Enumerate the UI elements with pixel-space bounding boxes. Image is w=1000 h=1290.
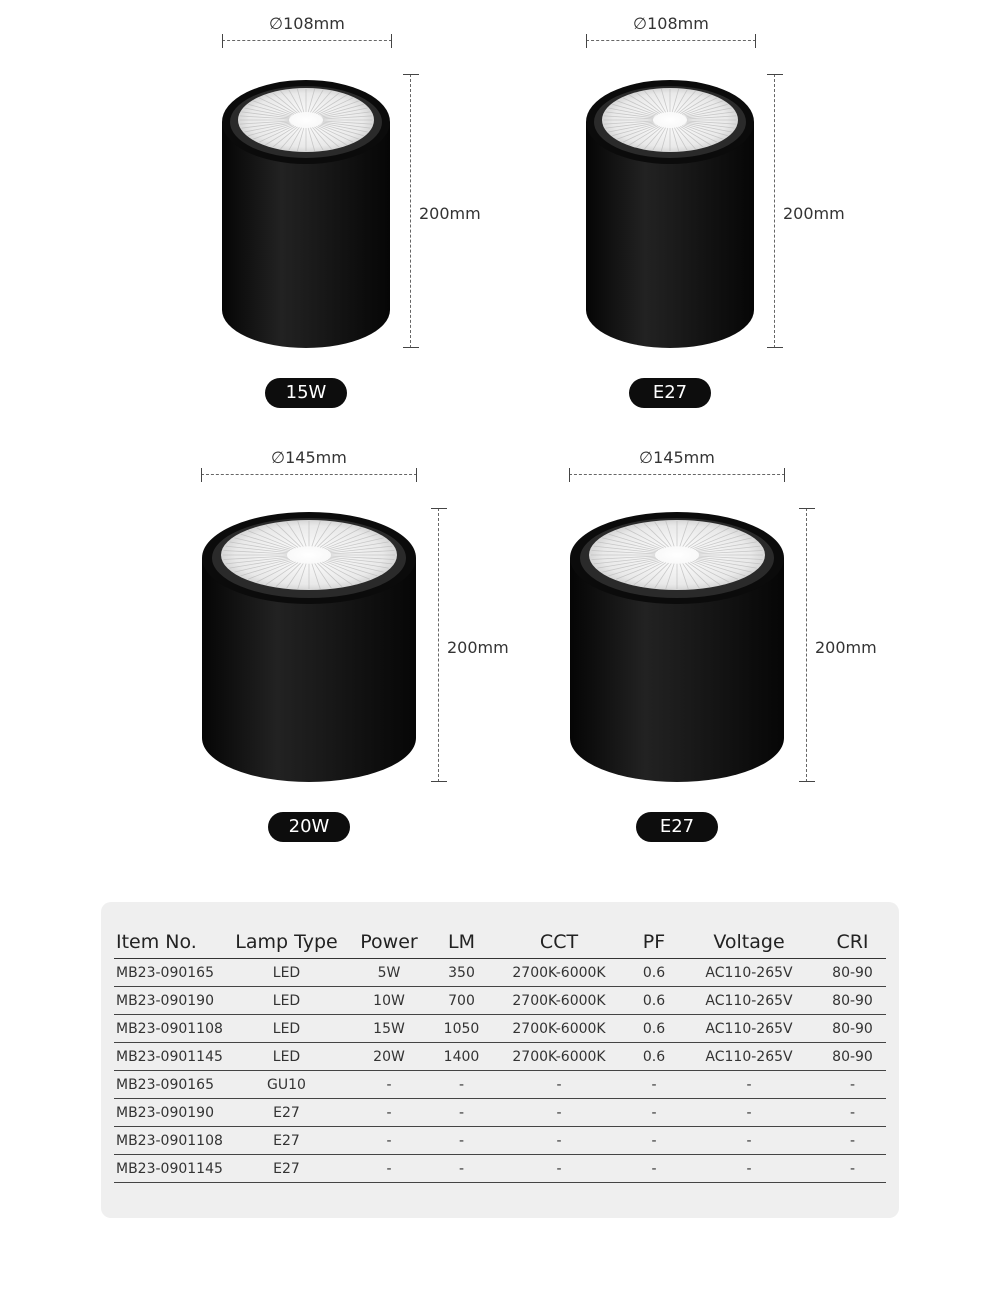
cell-item-no: MB23-090190 bbox=[114, 987, 229, 1015]
cell-pf: 0.6 bbox=[629, 959, 679, 987]
height-label: 200mm bbox=[447, 638, 509, 657]
diameter-label: ∅108mm bbox=[269, 14, 345, 33]
cell-item-no: MB23-090190 bbox=[114, 1099, 229, 1127]
cell-cri: 80-90 bbox=[819, 1043, 886, 1071]
cell-voltage: AC110-265V bbox=[679, 959, 819, 987]
cell-lm: - bbox=[434, 1099, 489, 1127]
height-dimension bbox=[797, 508, 877, 782]
cell-lm: - bbox=[434, 1127, 489, 1155]
cell-item-no: MB23-090165 bbox=[114, 1071, 229, 1099]
cell-lamp-type: LED bbox=[229, 1043, 344, 1071]
cell-cct: 2700K-6000K bbox=[489, 1043, 629, 1071]
table-row bbox=[114, 1099, 886, 1127]
cell-power: - bbox=[344, 1155, 434, 1183]
cell-pf: - bbox=[629, 1127, 679, 1155]
header-pf: PF bbox=[629, 926, 679, 959]
diameter-dimension bbox=[222, 14, 392, 46]
cell-lamp-type: GU10 bbox=[229, 1071, 344, 1099]
cell-pf: 0.6 bbox=[629, 987, 679, 1015]
cell-cct: - bbox=[489, 1155, 629, 1183]
diameter-label: ∅145mm bbox=[639, 448, 715, 467]
cell-voltage: - bbox=[679, 1099, 819, 1127]
diameter-dimension bbox=[201, 448, 417, 480]
cell-cct: - bbox=[489, 1099, 629, 1127]
header-voltage: Voltage bbox=[679, 926, 819, 959]
table-row bbox=[114, 987, 886, 1015]
cell-power: - bbox=[344, 1127, 434, 1155]
product-label-badge: E27 bbox=[629, 378, 711, 408]
cell-cct: 2700K-6000K bbox=[489, 1015, 629, 1043]
cell-cct: - bbox=[489, 1127, 629, 1155]
downlight-image bbox=[218, 72, 394, 354]
cell-item-no: MB23-0901108 bbox=[114, 1015, 229, 1043]
height-dimension bbox=[429, 508, 509, 782]
cell-lamp-type: E27 bbox=[229, 1155, 344, 1183]
cell-power: - bbox=[344, 1071, 434, 1099]
cell-lamp-type: E27 bbox=[229, 1099, 344, 1127]
cell-voltage: - bbox=[679, 1127, 819, 1155]
cell-cri: 80-90 bbox=[819, 1015, 886, 1043]
downlight-image bbox=[198, 506, 420, 788]
table-row bbox=[114, 1155, 886, 1183]
cell-voltage: - bbox=[679, 1155, 819, 1183]
cell-power: - bbox=[344, 1099, 434, 1127]
cell-item-no: MB23-0901145 bbox=[114, 1043, 229, 1071]
header-item-no: Item No. bbox=[114, 926, 229, 959]
table-row bbox=[114, 1015, 886, 1043]
cell-power: 10W bbox=[344, 987, 434, 1015]
cell-item-no: MB23-090165 bbox=[114, 959, 229, 987]
cell-voltage: AC110-265V bbox=[679, 987, 819, 1015]
product-label-badge: 20W bbox=[268, 812, 350, 842]
cell-lm: 350 bbox=[434, 959, 489, 987]
height-dimension bbox=[401, 74, 481, 348]
header-lamp-type: Lamp Type bbox=[229, 926, 344, 959]
cell-lm: 1400 bbox=[434, 1043, 489, 1071]
header-lm: LM bbox=[434, 926, 489, 959]
product-label-badge: E27 bbox=[636, 812, 718, 842]
cell-lamp-type: LED bbox=[229, 1015, 344, 1043]
cell-cri: 80-90 bbox=[819, 987, 886, 1015]
cell-pf: - bbox=[629, 1099, 679, 1127]
table-row bbox=[114, 1127, 886, 1155]
downlight-image bbox=[582, 72, 758, 354]
cell-cri: 80-90 bbox=[819, 959, 886, 987]
header-cct: CCT bbox=[489, 926, 629, 959]
header-power: Power bbox=[344, 926, 434, 959]
cell-voltage: AC110-265V bbox=[679, 1043, 819, 1071]
spec-table bbox=[114, 926, 886, 1183]
diameter-dimension bbox=[569, 448, 785, 480]
diameter-dimension bbox=[586, 14, 756, 46]
cell-cri: - bbox=[819, 1155, 886, 1183]
product-label-badge: 15W bbox=[265, 378, 347, 408]
cell-cct: - bbox=[489, 1071, 629, 1099]
cell-lm: - bbox=[434, 1071, 489, 1099]
table-row bbox=[114, 1071, 886, 1099]
diameter-label: ∅145mm bbox=[271, 448, 347, 467]
cell-pf: - bbox=[629, 1155, 679, 1183]
cell-lamp-type: LED bbox=[229, 959, 344, 987]
cell-cri: - bbox=[819, 1071, 886, 1099]
height-label: 200mm bbox=[419, 204, 481, 223]
cell-lamp-type: E27 bbox=[229, 1127, 344, 1155]
cell-item-no: MB23-0901108 bbox=[114, 1127, 229, 1155]
cell-cri: - bbox=[819, 1099, 886, 1127]
cell-power: 15W bbox=[344, 1015, 434, 1043]
cell-power: 20W bbox=[344, 1043, 434, 1071]
cell-power: 5W bbox=[344, 959, 434, 987]
downlight-image bbox=[566, 506, 788, 788]
table-header-row bbox=[114, 926, 886, 959]
cell-pf: 0.6 bbox=[629, 1015, 679, 1043]
cell-lm: - bbox=[434, 1155, 489, 1183]
cell-item-no: MB23-0901145 bbox=[114, 1155, 229, 1183]
table-row bbox=[114, 1043, 886, 1071]
diameter-label: ∅108mm bbox=[633, 14, 709, 33]
height-label: 200mm bbox=[783, 204, 845, 223]
cell-cct: 2700K-6000K bbox=[489, 987, 629, 1015]
cell-voltage: AC110-265V bbox=[679, 1015, 819, 1043]
cell-lm: 1050 bbox=[434, 1015, 489, 1043]
spec-table-panel bbox=[101, 902, 899, 1218]
table-row bbox=[114, 959, 886, 987]
height-label: 200mm bbox=[815, 638, 877, 657]
cell-lm: 700 bbox=[434, 987, 489, 1015]
header-cri: CRI bbox=[819, 926, 886, 959]
cell-pf: - bbox=[629, 1071, 679, 1099]
cell-cct: 2700K-6000K bbox=[489, 959, 629, 987]
cell-cri: - bbox=[819, 1127, 886, 1155]
height-dimension bbox=[765, 74, 845, 348]
cell-voltage: - bbox=[679, 1071, 819, 1099]
cell-pf: 0.6 bbox=[629, 1043, 679, 1071]
cell-lamp-type: LED bbox=[229, 987, 344, 1015]
